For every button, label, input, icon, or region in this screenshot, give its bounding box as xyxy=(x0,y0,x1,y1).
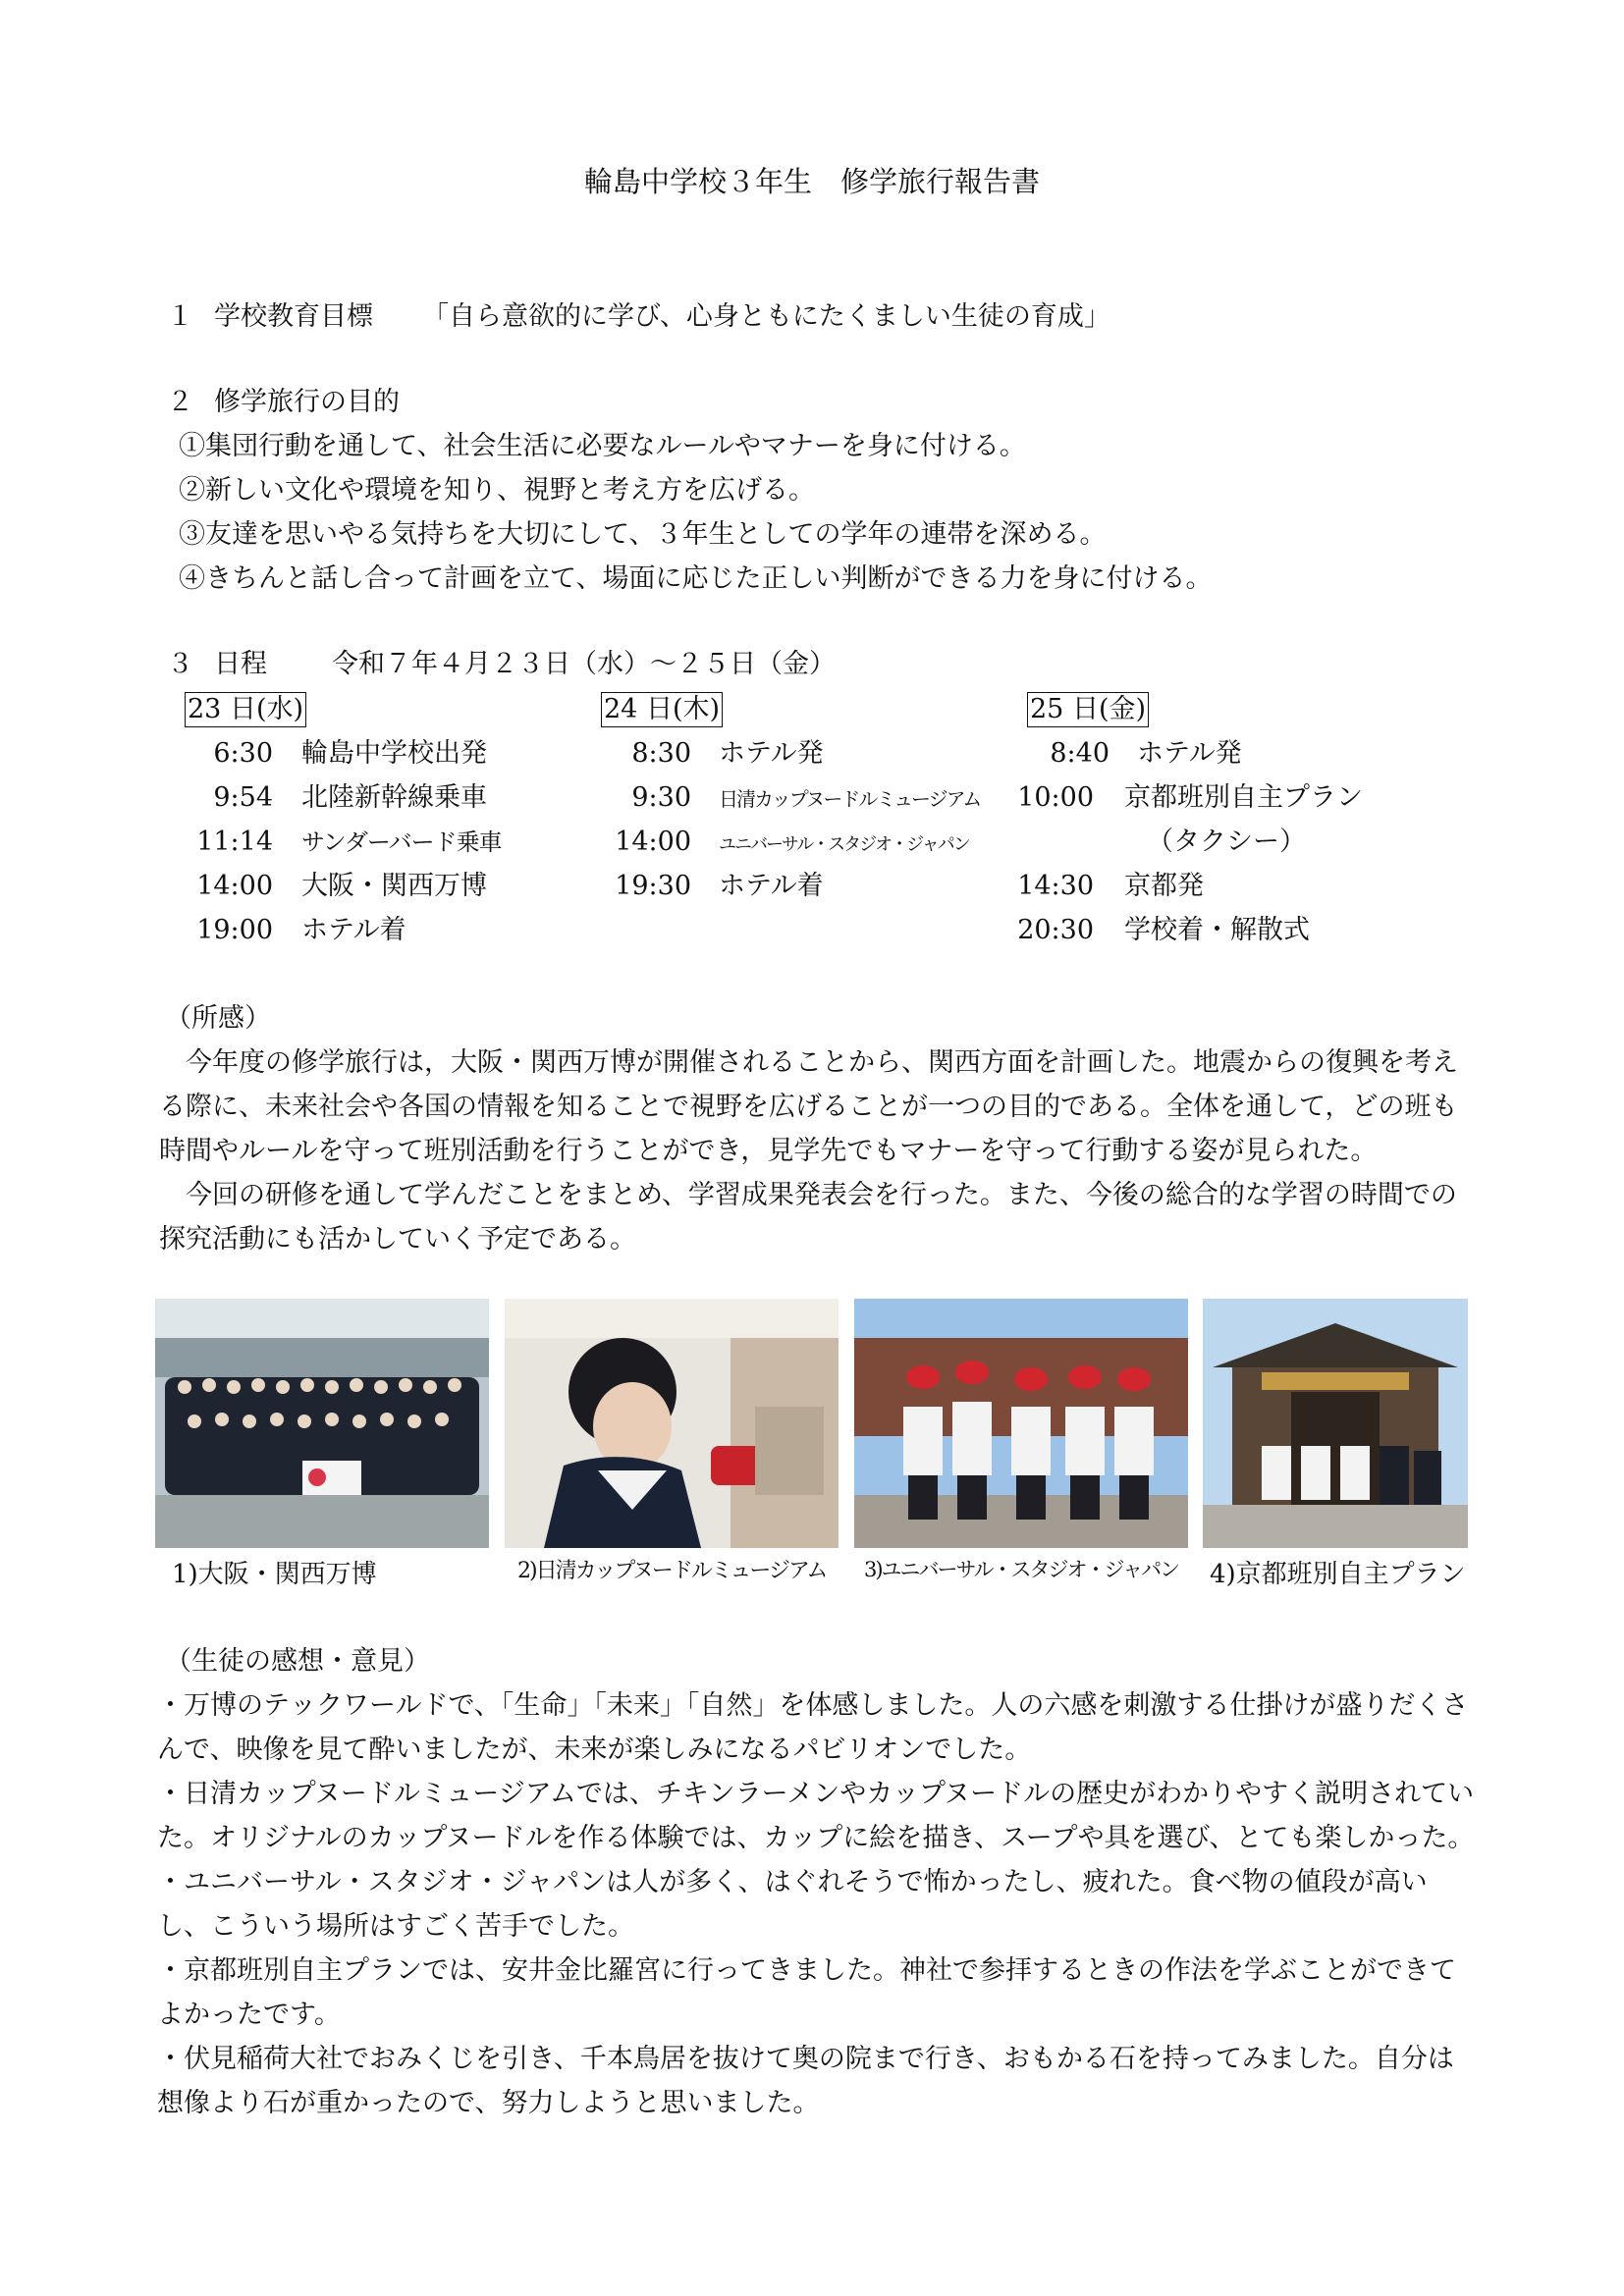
day1-header: 23 日(水) xyxy=(185,687,306,731)
section-1-number: １ xyxy=(167,301,193,332)
purpose-item: ③友達を思いやる気持ちを大切にして、３年生としての学年の連帯を深める。 xyxy=(179,519,1107,550)
day1-event: 北陸新幹線乗車 xyxy=(301,782,487,813)
day1-time: 19:00 xyxy=(196,915,273,945)
section-2-label: 修学旅行の目的 xyxy=(214,387,400,417)
day2-time: 8:30 xyxy=(631,738,691,769)
impressions-heading: （所感） xyxy=(165,1003,271,1034)
day3-header: 25 日(金) xyxy=(1027,687,1149,731)
day2-time: 9:30 xyxy=(631,782,691,813)
feedback-item: ・万博のテックワールドで、「生命」「未来」「自然」を体感しました。人の六感を刺激する仕掛けが盛りだくさんで、映像を見て酔いましたが、未来が楽しみになるパビリオンでした。 xyxy=(157,1690,1469,1765)
school-goal: 「自ら意欲的に学び、心身ともにたくましい生徒の育成」 xyxy=(422,301,1110,332)
feedback-item: ・日清カップヌードルミュージアムでは、チキンラーメンやカップヌードルの歴史がわかりやすく説明されていた。オリジナルのカップヌードルを作る体験では、カップに絵を描き、スープや具を選び、とても楽しかった。 xyxy=(157,1779,1475,1853)
day2-time: 14:00 xyxy=(615,827,691,857)
photo-caption: 3)ユニバーサル・スタジオ・ジャパン xyxy=(864,1558,1179,1581)
photo-caption: 1)大阪・関西万博 xyxy=(172,1560,377,1589)
section-3-label: 日程 xyxy=(214,649,267,679)
day3-event: 学校着・解散式 xyxy=(1124,915,1310,945)
day2-time: 19:30 xyxy=(615,871,691,901)
photo-caption: 2)日清カップヌードルミュージアム xyxy=(517,1559,827,1583)
day3-event: 京都発 xyxy=(1124,871,1204,901)
day3-event: （タクシー） xyxy=(1147,827,1306,857)
feedback-heading: （生徒の感想・意見） xyxy=(165,1646,430,1677)
day3-time: 10:00 xyxy=(1017,782,1094,813)
feedback-item: ・伏見稲荷大社でおみくじを引き、千本鳥居を抜けて奥の院まで行き、おもかる石を持ってみました。自分は想像より石が重かったので、努力しようと思いました。 xyxy=(157,2044,1454,2118)
purpose-item: ②新しい文化や環境を知り、視野と考え方を広げる。 xyxy=(179,475,815,506)
section-2-number: ２ xyxy=(167,387,193,417)
day1-time: 9:54 xyxy=(213,782,273,813)
section-3-number: ３ xyxy=(167,649,193,679)
group-photo-expo xyxy=(155,1299,489,1548)
day1-time: 11:14 xyxy=(196,827,273,857)
purpose-item: ④きちんと話し合って計画を立て、場面に応じた正しい判断ができる力を身に付ける。 xyxy=(179,563,1213,594)
purpose-item: ①集団行動を通して、社会生活に必要なルールやマナーを身に付ける。 xyxy=(179,431,1026,461)
impressions-paragraph: 今回の研修を通して学んだことをまとめ、学習成果発表会を行った。また、今後の総合的な学習の時間での探究活動にも活かしていく予定である。 xyxy=(159,1180,1457,1255)
day3-event: ホテル発 xyxy=(1137,738,1242,769)
day2-event: ホテル発 xyxy=(719,738,824,769)
feedback-list xyxy=(157,1683,1478,2125)
report-title: 輪島中学校３年生 修学旅行報告書 xyxy=(583,165,1040,198)
day1-event: サンダーバード乗車 xyxy=(301,828,502,856)
impressions-paragraph: 今年度の修学旅行は，大阪・関西万博が開催されることから、関西方面を計画した。地震からの復興を考える際に、未来社会や各国の情報を知ることで視野を広げることが一つの目的である。全体を通して，どの班も時間やルールを守って班別活動を行うことができ，見学先でもマナーを守って行動する姿が見られた。 xyxy=(159,1047,1458,1166)
trip-dates: 令和７年４月２３日（水）～２５日（金） xyxy=(332,649,836,679)
section-1-label: 学校教育目標 xyxy=(214,301,373,332)
usj-photo xyxy=(854,1299,1188,1548)
day1-time: 6:30 xyxy=(213,738,273,769)
day2-event: ホテル着 xyxy=(719,871,824,901)
photo-caption: 4)京都班別自主プラン xyxy=(1210,1560,1466,1589)
day2-header: 24 日(木) xyxy=(601,687,723,731)
day3-time: 8:40 xyxy=(1050,738,1110,769)
day3-time: 14:30 xyxy=(1017,871,1094,901)
day1-event: 大阪・関西万博 xyxy=(301,871,487,901)
kyoto-temple-photo xyxy=(1203,1299,1468,1548)
day3-event: 京都班別自主プラン xyxy=(1124,782,1363,813)
day2-event: 日清カップヌードルミュージアム xyxy=(719,787,981,811)
day1-event: 輪島中学校出発 xyxy=(301,738,487,769)
day3-time: 20:30 xyxy=(1017,915,1094,945)
feedback-item: ・ユニバーサル・スタジオ・ジャパンは人が多く、はぐれそうで怖かったし、疲れた。食べ物の値段が高いし、こういう場所はすごく苦手でした。 xyxy=(157,1867,1428,1942)
day1-time: 14:00 xyxy=(196,871,273,901)
feedback-item: ・京都班別自主プランでは、安井金比羅宮に行ってきました。神社で参拝するときの作法を学ぶことができてよかったです。 xyxy=(157,1955,1456,2030)
cupnoodle-museum-photo xyxy=(505,1299,839,1548)
impressions-body xyxy=(159,1041,1480,1261)
day1-event: ホテル着 xyxy=(301,915,406,945)
day2-event: ユニバーサル・スタジオ・ジャパン xyxy=(719,834,969,855)
